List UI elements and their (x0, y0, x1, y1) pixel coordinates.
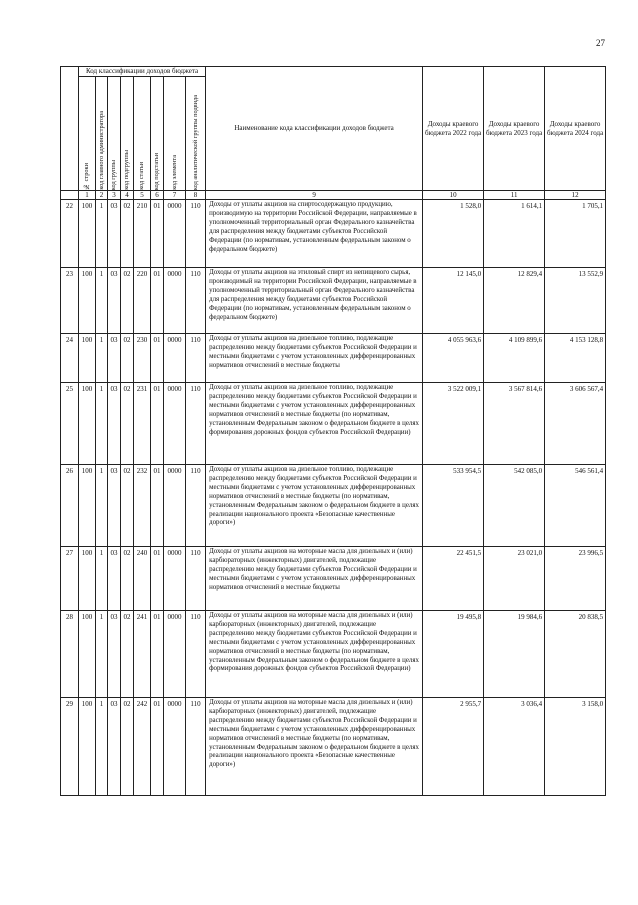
column-number: 1 (79, 191, 96, 200)
amount-2024: 546 561,4 (545, 465, 606, 547)
code-analytic: 110 (186, 698, 206, 796)
row-number: 25 (61, 383, 79, 465)
header-code-subgroup-cell (121, 77, 134, 191)
code-group: 1 (96, 268, 108, 334)
page-number: 27 (596, 38, 605, 48)
column-number: 11 (484, 191, 545, 200)
code-element: 01 (151, 547, 164, 611)
column-number: 7 (164, 191, 186, 200)
column-number: 8 (186, 191, 206, 200)
amount-2024: 13 552,9 (545, 268, 606, 334)
code-subtype-group: 0000 (164, 383, 186, 465)
column-number: 12 (545, 191, 606, 200)
header-code-article-cell (134, 77, 151, 191)
header-code-group: Код классификации доходов бюджета (79, 67, 206, 77)
code-group: 1 (96, 383, 108, 465)
amount-2024: 23 996,5 (545, 547, 606, 611)
code-subtype-group: 0000 (164, 465, 186, 547)
table-header (61, 67, 606, 191)
code-analytic: 110 (186, 383, 206, 465)
header-2024: Доходы краевого бюджета 2024 года (545, 67, 606, 191)
code-group: 1 (96, 698, 108, 796)
code-subarticle: 220 (134, 268, 151, 334)
code-subtype-group: 0000 (164, 698, 186, 796)
revenue-name: Доходы от уплаты акцизов на спиртосодержащую продукцию, производимую на территории Российской Федерации, направляемые в уполномоченный территориальный орган Федерального казначейства для распределения между бюджетами субъектов Российской Федерации (по нормативам, установленным федеральным законом о федеральном бюджете) (206, 200, 423, 268)
column-number: 3 (108, 191, 121, 200)
column-number: 5 (134, 191, 151, 200)
code-analytic: 110 (186, 465, 206, 547)
code-group: 1 (96, 611, 108, 698)
revenue-name: Доходы от уплаты акцизов на этиловый спирт из непищевого сырья, производимый на территории Российской Федерации, направляемые в уполномоченный территориальный орган Федерального казначейства для распределения между бюджетами субъектов Российской Федерации (по нормативам, установленным федеральным законом о федеральном бюджете) (206, 268, 423, 334)
code-subtype-group: 0000 (164, 334, 186, 383)
code-subarticle: 231 (134, 383, 151, 465)
code-group: 1 (96, 334, 108, 383)
code-subarticle: 242 (134, 698, 151, 796)
code-subgroup: 03 (108, 334, 121, 383)
revenue-name: Доходы от уплаты акцизов на дизельное топливо, подлежащие распределению между бюджетами субъектов Российской Федерации и местными бюджетами с учетом установленных дифференцированных нормативов отчислений в местные бюджеты (206, 334, 423, 383)
code-subgroup: 03 (108, 383, 121, 465)
amount-2022: 533 954,5 (423, 465, 484, 547)
code-subtype-group: 0000 (164, 611, 186, 698)
code-admin: 100 (79, 334, 96, 383)
header-code-analytic: код аналитической группы подвида (191, 94, 199, 190)
row-number: 28 (61, 611, 79, 698)
column-number: 6 (151, 191, 164, 200)
table-row (61, 334, 606, 383)
header-code-element-cell (164, 77, 186, 191)
amount-2023: 542 085,0 (484, 465, 545, 547)
code-subarticle: 232 (134, 465, 151, 547)
code-group: 1 (96, 547, 108, 611)
code-group: 1 (96, 465, 108, 547)
code-admin: 100 (79, 611, 96, 698)
code-analytic: 110 (186, 334, 206, 383)
code-article: 02 (121, 200, 134, 268)
code-element: 01 (151, 611, 164, 698)
code-analytic: 110 (186, 268, 206, 334)
code-element: 01 (151, 383, 164, 465)
code-article: 02 (121, 465, 134, 547)
amount-2023: 23 021,0 (484, 547, 545, 611)
row-number: 22 (61, 200, 79, 268)
header-code-admin-cell (96, 77, 108, 191)
code-admin: 100 (79, 383, 96, 465)
code-admin: 100 (79, 547, 96, 611)
code-subtype-group: 0000 (164, 200, 186, 268)
amount-2024: 20 838,5 (545, 611, 606, 698)
amount-2022: 22 451,5 (423, 547, 484, 611)
row-number: 29 (61, 698, 79, 796)
code-group: 1 (96, 200, 108, 268)
code-subgroup: 03 (108, 547, 121, 611)
revenue-table (60, 66, 606, 796)
header-empty (61, 67, 79, 191)
header-code-subarticle-cell (151, 77, 164, 191)
table-row (61, 268, 606, 334)
amount-2024: 3 158,0 (545, 698, 606, 796)
amount-2022: 12 145,0 (423, 268, 484, 334)
code-article: 02 (121, 611, 134, 698)
header-code-element: код элемента (170, 155, 178, 190)
header-code-analytic-cell (186, 77, 206, 191)
header-code-article: код статьи (138, 162, 146, 190)
row-number: 23 (61, 268, 79, 334)
header-code-group-cell (108, 77, 121, 191)
code-subarticle: 241 (134, 611, 151, 698)
code-admin: 100 (79, 268, 96, 334)
code-element: 01 (151, 698, 164, 796)
code-analytic: 110 (186, 547, 206, 611)
code-subarticle: 210 (134, 200, 151, 268)
amount-2023: 3 036,4 (484, 698, 545, 796)
column-number-empty (61, 191, 79, 200)
revenue-name: Доходы от уплаты акцизов на дизельное топливо, подлежащие распределению между бюджетами субъектов Российской Федерации и местными бюджетами с учетом установленных дифференцированных нормативов отчислений в местные бюджеты (по нормативам, установленным Федеральным законом о федеральном бюджете в целях формирования дорожных фондов субъектов Российской Федерации) (206, 383, 423, 465)
row-number: 27 (61, 547, 79, 611)
amount-2022: 1 528,0 (423, 200, 484, 268)
header-2023: Доходы краевого бюджета 2023 года (484, 67, 545, 191)
table-row (61, 383, 606, 465)
table-body (61, 191, 606, 796)
code-article: 02 (121, 547, 134, 611)
row-number: 24 (61, 334, 79, 383)
amount-2023: 3 567 814,6 (484, 383, 545, 465)
amount-2023: 12 829,4 (484, 268, 545, 334)
revenue-name: Доходы от уплаты акцизов на моторные масла для дизельных и (или) карбюраторных (инжекторных) двигателей, подлежащие распределению между бюджетами субъектов Российской Федерации и местными бюджетами с учетом установленных дифференцированных нормативов отчислений в местные бюджеты (по нормативам, установленным Федеральным законом о федеральном бюджете в целях формирования дорожных фондов субъектов Российской Федерации) (206, 611, 423, 698)
amount-2024: 4 153 128,8 (545, 334, 606, 383)
column-number: 10 (423, 191, 484, 200)
header-row-no-cell (79, 77, 96, 191)
code-element: 01 (151, 200, 164, 268)
code-subtype-group: 0000 (164, 547, 186, 611)
table-row (61, 465, 606, 547)
amount-2022: 4 055 963,6 (423, 334, 484, 383)
row-number: 26 (61, 465, 79, 547)
code-admin: 100 (79, 200, 96, 268)
revenue-name: Доходы от уплаты акцизов на моторные масла для дизельных и (или) карбюраторных (инжекторных) двигателей, подлежащие распределению между бюджетами субъектов Российской Федерации и местными бюджетами с учетом установленных дифференцированных нормативов отчислений в местные бюджеты (206, 547, 423, 611)
header-row-no: № строки (83, 163, 91, 190)
table-row (61, 698, 606, 796)
code-subgroup: 03 (108, 698, 121, 796)
code-subtype-group: 0000 (164, 268, 186, 334)
code-admin: 100 (79, 698, 96, 796)
code-element: 01 (151, 465, 164, 547)
amount-2022: 2 955,7 (423, 698, 484, 796)
code-article: 02 (121, 383, 134, 465)
column-number: 9 (206, 191, 423, 200)
column-number: 2 (96, 191, 108, 200)
code-element: 01 (151, 268, 164, 334)
table-row (61, 547, 606, 611)
amount-2024: 3 606 567,4 (545, 383, 606, 465)
amount-2024: 1 705,1 (545, 200, 606, 268)
code-article: 02 (121, 334, 134, 383)
code-analytic: 110 (186, 611, 206, 698)
revenue-name: Доходы от уплаты акцизов на дизельное топливо, подлежащие распределению между бюджетами субъектов Российской Федерации и местными бюджетами с учетом установленных дифференцированных нормативов отчислений в местные бюджеты (по нормативам, установленным Федеральным законом о федеральном бюджете в целях реализации национального проекта «Безопасные качественные дороги») (206, 465, 423, 547)
code-subgroup: 03 (108, 465, 121, 547)
header-name: Наименование кода классификации доходов бюджета (206, 67, 423, 191)
amount-2022: 3 522 009,1 (423, 383, 484, 465)
table-row (61, 200, 606, 268)
revenue-name: Доходы от уплаты акцизов на моторные масла для дизельных и (или) карбюраторных (инжекторных) двигателей, подлежащие распределению между бюджетами субъектов Российской Федерации и местными бюджетами с учетом установленных дифференцированных нормативов отчислений в местные бюджеты (по нормативам, установленным Федеральным законом о федеральном бюджете в целях реализации национального проекта «Безопасные качественные дороги») (206, 698, 423, 796)
header-2022: Доходы краевого бюджета 2022 года (423, 67, 484, 191)
code-subgroup: 03 (108, 611, 121, 698)
header-code-subarticle: код подстатьи (153, 152, 161, 190)
code-subarticle: 240 (134, 547, 151, 611)
code-subgroup: 03 (108, 200, 121, 268)
header-code-group-label: код группы (110, 159, 118, 190)
header-code-admin: код главного администратора (97, 111, 105, 190)
code-subarticle: 230 (134, 334, 151, 383)
column-number-row (61, 191, 606, 200)
table-row (61, 611, 606, 698)
amount-2023: 1 614,1 (484, 200, 545, 268)
header-code-subgroup: код подгруппы (123, 150, 131, 190)
code-article: 02 (121, 698, 134, 796)
amount-2022: 19 495,8 (423, 611, 484, 698)
code-admin: 100 (79, 465, 96, 547)
amount-2023: 19 984,6 (484, 611, 545, 698)
code-subgroup: 03 (108, 268, 121, 334)
amount-2023: 4 109 899,6 (484, 334, 545, 383)
code-analytic: 110 (186, 200, 206, 268)
code-element: 01 (151, 334, 164, 383)
column-number: 4 (121, 191, 134, 200)
code-article: 02 (121, 268, 134, 334)
